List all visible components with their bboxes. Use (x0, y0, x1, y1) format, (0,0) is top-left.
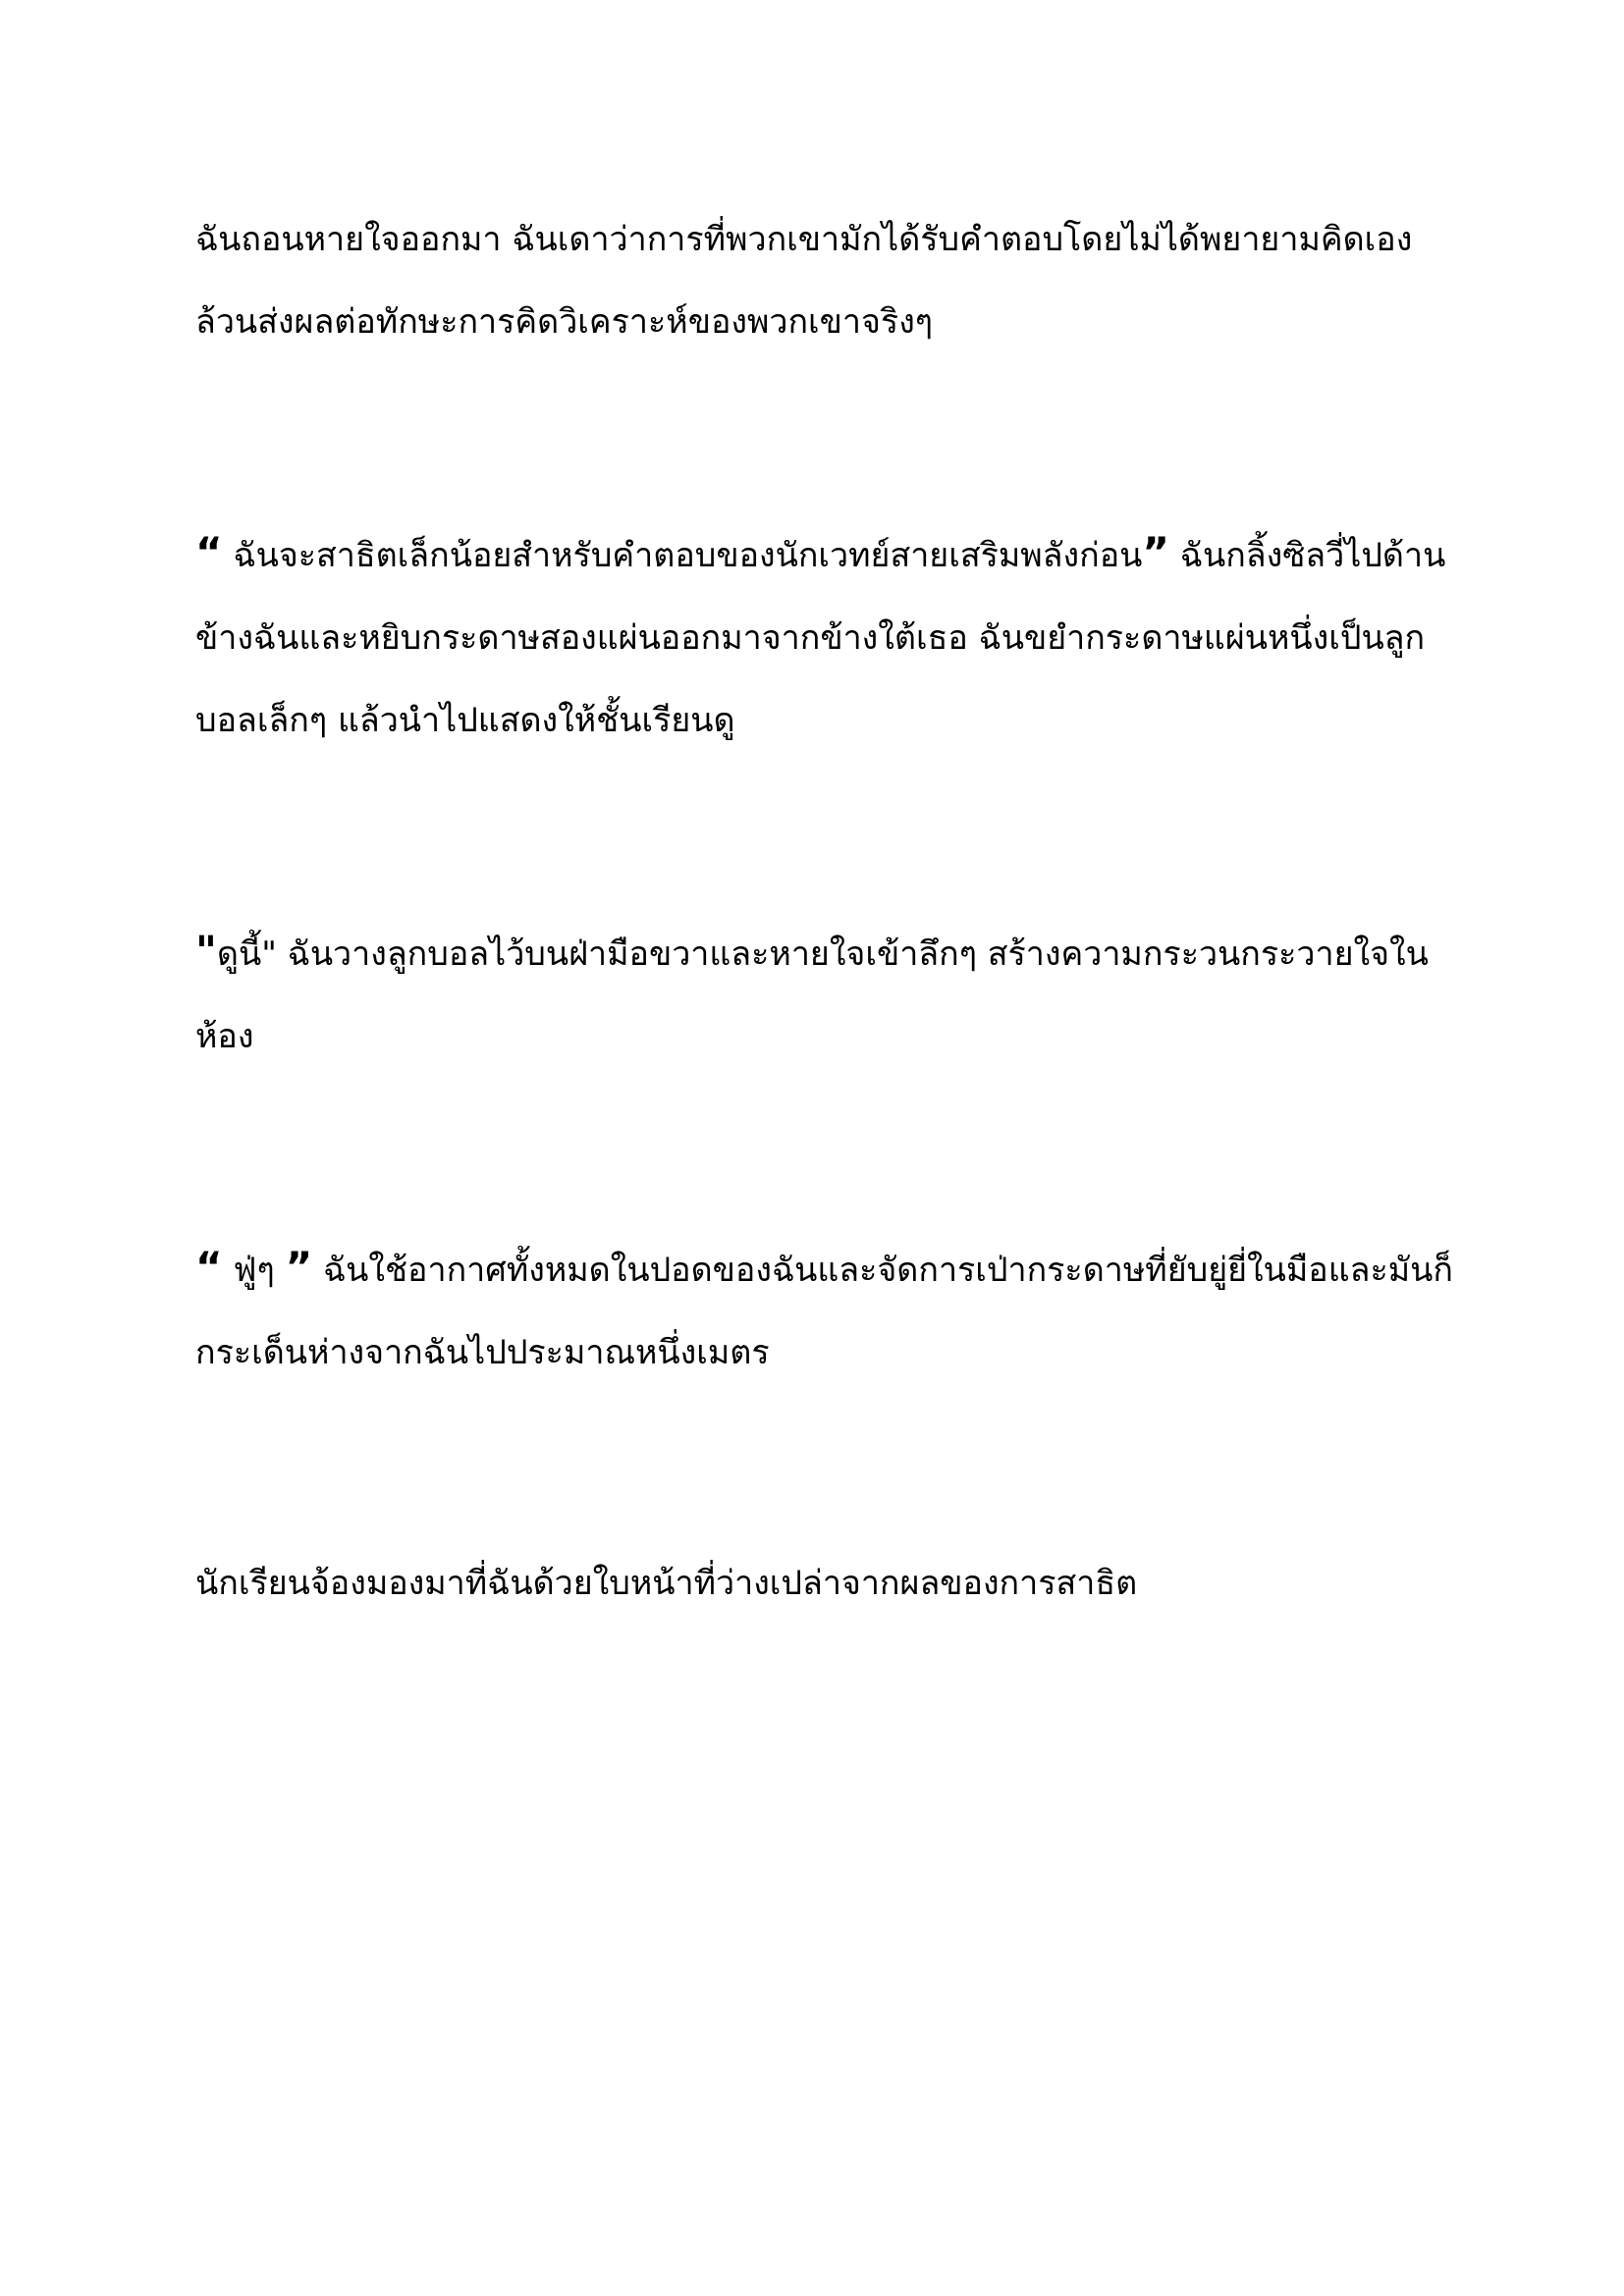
paragraph-3 (195, 910, 1462, 1078)
paragraph-5-text: นักเรียนจ้องมองมาที่ฉันด้วยใบหน้าที่ว่างเปล่าจากผลของการสาธิต (195, 1564, 1138, 1603)
paragraph-4-narration: ฉันใช้อากาศทั้งหมดในปอดของฉันและจัดการเป่ากระดาษที่ยับยู่ยี่ในมือและมันก็กระเด็นห่างจากฉันไปประมาณหนึ่งเมตร (195, 1251, 1453, 1372)
paragraph-3-text: ดูนี้" ฉันวางลูกบอลไว้บนฝ่ามือขวาและหายใจเข้าลึกๆ สร้างความกระวนกระวายใจในห้อง (195, 934, 1429, 1056)
open-quote-mark: “ (195, 528, 223, 576)
paragraph-1 (195, 198, 1462, 363)
close-quote-mark: ” (1142, 528, 1169, 576)
paragraph-2-dialogue: ฉันจะสาธิตเล็กน้อยสำหรับคำตอบของนักเวทย์สายเสริมพลังก่อน (222, 536, 1143, 575)
open-quote-mark: " (195, 927, 217, 975)
paragraph-4-dialogue: ฟู่ๆ (222, 1251, 286, 1290)
open-quote-mark: “ (195, 1243, 223, 1291)
paragraph-5 (195, 1542, 1462, 1625)
paragraph-4 (195, 1226, 1462, 1394)
document-body (195, 198, 1462, 1625)
paragraph-2-narration: ฉันกลิ้งซิลวี่ไปด้านข้างฉันและหยิบกระดาษสองแผ่นออกมาจากข้างใต้เธอ ฉันขยำกระดาษแผ่นหนึ่งเป็นลูกบอลเล็กๆ แล้วนำไปแสดงให้ชั้นเรียนดู (195, 536, 1446, 740)
close-quote-mark: ” (285, 1243, 313, 1291)
paragraph-2 (195, 511, 1462, 762)
paragraph-1-text: ฉันถอนหายใจออกมา ฉันเดาว่าการที่พวกเขามักได้รับคำตอบโดยไม่ได้พยายามคิดเองล้วนส่งผลต่อทักษะการคิดวิเคราะห์ของพวกเขาจริงๆ (195, 220, 1413, 342)
